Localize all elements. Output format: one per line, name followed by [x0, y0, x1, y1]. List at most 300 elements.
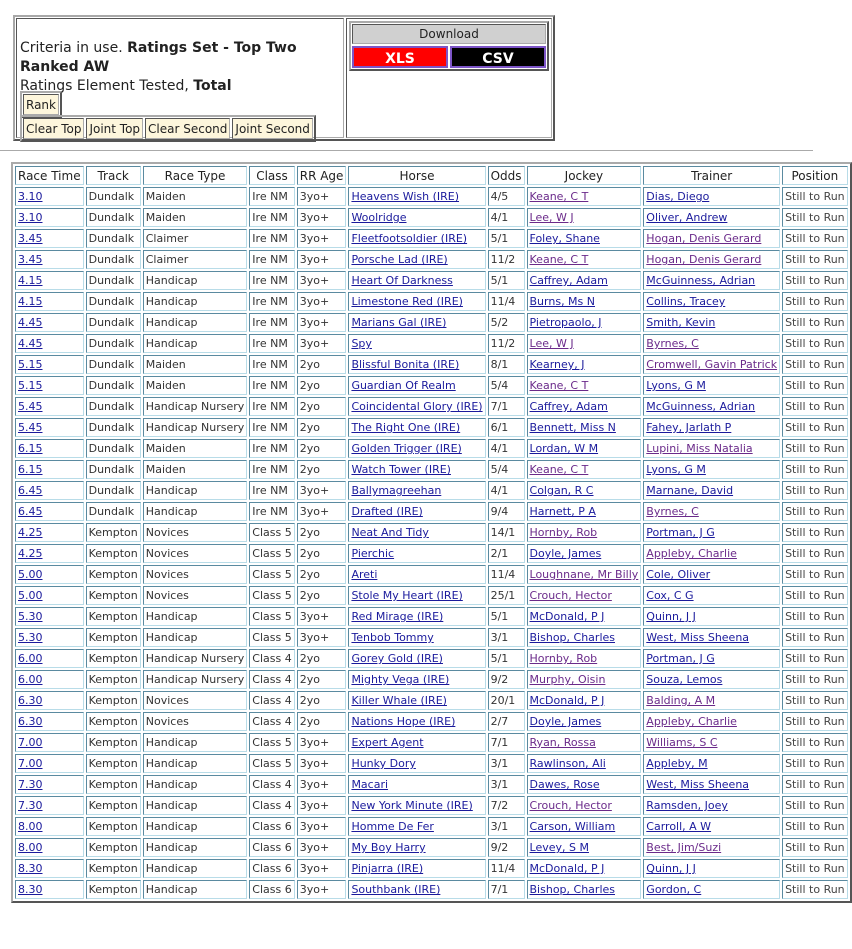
jockey-link[interactable]: Foley, Shane	[529, 232, 600, 245]
race-time-link[interactable]: 7.30	[18, 778, 43, 791]
trainer-link[interactable]: Oliver, Andrew	[646, 211, 728, 224]
joint-second-button[interactable]: Joint Second	[232, 118, 313, 139]
horse-cell	[348, 607, 485, 626]
track-cell: Dundalk	[86, 250, 141, 269]
horse-link[interactable]: The Right One (IRE)	[351, 421, 461, 434]
position-cell: Still to Run	[782, 187, 848, 206]
horse-link[interactable]: Golden Trigger (IRE)	[351, 442, 462, 455]
trainer-link[interactable]: Lyons, G M	[646, 463, 706, 476]
trainer-link[interactable]: Appleby, Charlie	[646, 547, 737, 560]
jockey-link[interactable]: McDonald, P J	[529, 610, 605, 623]
table-row	[15, 607, 848, 626]
track-cell: Dundalk	[86, 418, 141, 437]
position-cell: Still to Run	[782, 208, 848, 227]
race-time-link[interactable]: 5.00	[18, 589, 43, 602]
race-time-link[interactable]: 6.45	[18, 505, 43, 518]
position-cell: Still to Run	[782, 817, 848, 836]
horse-link[interactable]: Heart Of Darkness	[351, 274, 453, 287]
track-cell: Dundalk	[86, 187, 141, 206]
jockey-link[interactable]: Lordan, W M	[529, 442, 599, 455]
track-cell: Kempton	[86, 586, 141, 605]
horse-link[interactable]: Spy	[351, 337, 372, 350]
trainer-link[interactable]: McGuinness, Adrian	[646, 400, 756, 413]
race-time-link[interactable]: 4.25	[18, 526, 43, 539]
race-time-cell	[15, 418, 84, 437]
position-cell: Still to Run	[782, 670, 848, 689]
trainer-link[interactable]: Smith, Kevin	[646, 316, 716, 329]
race-time-cell	[15, 208, 84, 227]
position-cell: Still to Run	[782, 838, 848, 857]
race-time-link[interactable]: 8.00	[18, 841, 43, 854]
jockey-link[interactable]: Keane, C T	[529, 379, 589, 392]
race-type-cell: Maiden	[143, 460, 248, 479]
age-cell: 2yo	[297, 523, 347, 542]
position-cell: Still to Run	[782, 565, 848, 584]
trainer-link[interactable]: Balding, A M	[646, 694, 716, 707]
race-time-link[interactable]: 7.30	[18, 799, 43, 812]
download-title: Download	[352, 24, 546, 44]
track-cell: Dundalk	[86, 439, 141, 458]
race-type-cell: Handicap	[143, 817, 248, 836]
trainer-cell	[643, 796, 780, 815]
race-time-link[interactable]: 7.00	[18, 736, 43, 749]
horse-cell	[348, 712, 485, 731]
race-time-cell	[15, 796, 84, 815]
trainer-link[interactable]: Appleby, M	[646, 757, 708, 770]
table-row	[15, 859, 848, 878]
clear-second-button[interactable]: Clear Second	[145, 118, 230, 139]
trainer-link[interactable]: Portman, J G	[646, 526, 715, 539]
horse-link[interactable]: Heavens Wish (IRE)	[351, 190, 460, 203]
race-time-link[interactable]: 8.30	[18, 883, 43, 896]
horse-link[interactable]: Neat And Tidy	[351, 526, 429, 539]
horse-link[interactable]: Southbank (IRE)	[351, 883, 441, 896]
trainer-link[interactable]: Quinn, J J	[646, 862, 696, 875]
horse-cell	[348, 187, 485, 206]
trainer-link[interactable]: Appleby, Charlie	[646, 715, 737, 728]
jockey-link[interactable]: Hornby, Rob	[529, 526, 598, 539]
class-cell: Class 5	[249, 544, 294, 563]
class-cell: Class 4	[249, 691, 294, 710]
table-row	[15, 649, 848, 668]
trainer-cell	[643, 775, 780, 794]
odds-cell: 11/4	[488, 565, 525, 584]
track-cell: Kempton	[86, 628, 141, 647]
race-time-cell	[15, 187, 84, 206]
horse-cell	[348, 439, 485, 458]
horse-link[interactable]: New York Minute (IRE)	[351, 799, 473, 812]
age-cell: 3yo+	[297, 271, 347, 290]
jockey-cell	[527, 292, 642, 311]
race-time-link[interactable]: 4.45	[18, 316, 43, 329]
table-row	[15, 439, 848, 458]
jockey-cell	[527, 397, 642, 416]
horse-cell	[348, 523, 485, 542]
age-cell: 2yo	[297, 670, 347, 689]
jockey-link[interactable]: Kearney, J	[529, 358, 585, 371]
trainer-link[interactable]: Gordon, C	[646, 883, 702, 896]
table-row	[15, 775, 848, 794]
jockey-link[interactable]: Loughnane, Mr Billy	[529, 568, 639, 581]
jockey-link[interactable]: Lee, W J	[529, 211, 574, 224]
odds-cell: 7/2	[488, 796, 525, 815]
odds-cell: 5/4	[488, 460, 525, 479]
race-time-link[interactable]: 3.10	[18, 211, 43, 224]
jockey-cell	[527, 565, 642, 584]
horse-cell	[348, 565, 485, 584]
age-cell: 3yo+	[297, 880, 347, 899]
race-time-cell	[15, 502, 84, 521]
trainer-link[interactable]: Collins, Tracey	[646, 295, 726, 308]
jockey-link[interactable]: Keane, C T	[529, 463, 589, 476]
track-cell: Dundalk	[86, 502, 141, 521]
jockey-link[interactable]: Doyle, James	[529, 715, 602, 728]
race-time-link[interactable]: 7.00	[18, 757, 43, 770]
horse-cell	[348, 208, 485, 227]
trainer-link[interactable]: West, Miss Sheena	[646, 631, 750, 644]
position-cell: Still to Run	[782, 334, 848, 353]
trainer-link[interactable]: Byrnes, C	[646, 505, 699, 518]
trainer-link[interactable]: Best, Jim/Suzi	[646, 841, 722, 854]
race-type-cell: Maiden	[143, 187, 248, 206]
race-type-cell: Novices	[143, 691, 248, 710]
jockey-link[interactable]: Bishop, Charles	[529, 631, 615, 644]
horse-link[interactable]: Stole My Heart (IRE)	[351, 589, 463, 602]
odds-cell: 11/2	[488, 250, 525, 269]
trainer-link[interactable]: Williams, S C	[646, 736, 718, 749]
horse-link[interactable]: Mighty Vega (IRE)	[351, 673, 450, 686]
horse-link[interactable]: Macari	[351, 778, 389, 791]
position-cell: Still to Run	[782, 649, 848, 668]
jockey-link[interactable]: Crouch, Hector	[529, 799, 612, 812]
jockey-cell	[527, 796, 642, 815]
table-row	[15, 313, 848, 332]
track-cell: Dundalk	[86, 208, 141, 227]
jockey-link[interactable]: Pietropaolo, J	[529, 316, 602, 329]
odds-cell: 11/4	[488, 292, 525, 311]
jockey-link[interactable]: McDonald, P J	[529, 694, 605, 707]
race-type-cell: Handicap	[143, 607, 248, 626]
race-time-link[interactable]: 5.30	[18, 631, 43, 644]
position-cell: Still to Run	[782, 733, 848, 752]
horse-cell	[348, 376, 485, 395]
race-time-cell	[15, 544, 84, 563]
horse-link[interactable]: Homme De Fer	[351, 820, 434, 833]
table-row	[15, 187, 848, 206]
horse-link[interactable]: Fleetfootsoldier (IRE)	[351, 232, 468, 245]
race-time-link[interactable]: 3.45	[18, 232, 43, 245]
class-cell: Ire NM	[249, 313, 294, 332]
class-cell: Ire NM	[249, 292, 294, 311]
jockey-cell	[527, 355, 642, 374]
jockey-cell	[527, 208, 642, 227]
joint-top-button[interactable]: Joint Top	[86, 118, 143, 139]
jockey-cell	[527, 523, 642, 542]
download-panel	[349, 21, 549, 71]
race-time-cell	[15, 838, 84, 857]
horse-link[interactable]: Killer Whale (IRE)	[351, 694, 447, 707]
jockey-link[interactable]: Bishop, Charles	[529, 883, 615, 896]
jockey-link[interactable]: Caffrey, Adam	[529, 274, 608, 287]
horse-cell	[348, 754, 485, 773]
race-time-link[interactable]: 4.45	[18, 337, 43, 350]
trainer-cell	[643, 607, 780, 626]
table-row	[15, 460, 848, 479]
trainer-cell	[643, 754, 780, 773]
jockey-link[interactable]: Lee, W J	[529, 337, 574, 350]
trainer-cell	[643, 376, 780, 395]
odds-cell: 7/1	[488, 880, 525, 899]
trainer-link[interactable]: Cox, C G	[646, 589, 694, 602]
race-time-link[interactable]: 8.00	[18, 820, 43, 833]
race-time-link[interactable]: 8.30	[18, 862, 43, 875]
class-cell: Ire NM	[249, 208, 294, 227]
jockey-link[interactable]: Dawes, Rose	[529, 778, 600, 791]
age-cell: 3yo+	[297, 292, 347, 311]
class-cell: Ire NM	[249, 187, 294, 206]
class-cell: Class 4	[249, 796, 294, 815]
jockey-cell	[527, 418, 642, 437]
table-row	[15, 355, 848, 374]
race-time-link[interactable]: 6.15	[18, 463, 43, 476]
class-cell: Ire NM	[249, 250, 294, 269]
table-row	[15, 229, 848, 248]
odds-cell: 3/1	[488, 817, 525, 836]
jockey-link[interactable]: Rawlinson, Ali	[529, 757, 606, 770]
jockey-cell	[527, 250, 642, 269]
horse-cell	[348, 859, 485, 878]
race-time-link[interactable]: 4.25	[18, 547, 43, 560]
class-cell: Ire NM	[249, 481, 294, 500]
race-type-cell: Maiden	[143, 439, 248, 458]
horse-link[interactable]: Areti	[351, 568, 378, 581]
odds-cell: 7/1	[488, 733, 525, 752]
race-time-link[interactable]: 5.00	[18, 568, 43, 581]
criteria-panel	[13, 15, 555, 141]
race-time-link[interactable]: 6.00	[18, 673, 43, 686]
trainer-link[interactable]: Hogan, Denis Gerard	[646, 253, 762, 266]
horse-cell	[348, 733, 485, 752]
odds-cell: 20/1	[488, 691, 525, 710]
jockey-cell	[527, 313, 642, 332]
horse-link[interactable]: Pierchic	[351, 547, 395, 560]
position-cell: Still to Run	[782, 691, 848, 710]
jockey-link[interactable]: Harnett, P A	[529, 505, 596, 518]
jockey-cell	[527, 838, 642, 857]
horse-cell	[348, 250, 485, 269]
rank-button[interactable]: Rank	[23, 94, 59, 115]
trainer-cell	[643, 586, 780, 605]
table-row	[15, 586, 848, 605]
jockey-link[interactable]: Burns, Ms N	[529, 295, 596, 308]
race-time-cell	[15, 754, 84, 773]
age-cell: 3yo+	[297, 838, 347, 857]
class-cell: Ire NM	[249, 271, 294, 290]
header-position: Position	[782, 166, 848, 185]
class-cell: Ire NM	[249, 418, 294, 437]
race-time-link[interactable]: 5.45	[18, 421, 43, 434]
track-cell: Kempton	[86, 733, 141, 752]
position-cell: Still to Run	[782, 313, 848, 332]
odds-cell: 9/2	[488, 670, 525, 689]
trainer-link[interactable]: Souza, Lemos	[646, 673, 723, 686]
horse-cell	[348, 292, 485, 311]
jockey-link[interactable]: Doyle, James	[529, 547, 602, 560]
race-time-cell	[15, 523, 84, 542]
trainer-link[interactable]: Fahey, Jarlath P	[646, 421, 732, 434]
trainer-link[interactable]: Portman, J G	[646, 652, 715, 665]
race-time-link[interactable]: 5.15	[18, 379, 43, 392]
trainer-cell	[643, 628, 780, 647]
race-time-link[interactable]: 4.15	[18, 274, 43, 287]
header-trainer: Trainer	[643, 166, 780, 185]
trainer-link[interactable]: Marnane, David	[646, 484, 734, 497]
class-cell: Class 5	[249, 754, 294, 773]
horse-link[interactable]: Hunky Dory	[351, 757, 416, 770]
table-row	[15, 796, 848, 815]
table-row	[15, 691, 848, 710]
class-cell: Ire NM	[249, 502, 294, 521]
odds-cell: 25/1	[488, 586, 525, 605]
jockey-link[interactable]: Carson, William	[529, 820, 616, 833]
trainer-cell	[643, 481, 780, 500]
trainer-link[interactable]: Cromwell, Gavin Patrick	[646, 358, 778, 371]
horse-link[interactable]: Drafted (IRE)	[351, 505, 423, 518]
horse-link[interactable]: Pinjarra (IRE)	[351, 862, 424, 875]
race-time-link[interactable]: 5.30	[18, 610, 43, 623]
trainer-link[interactable]: West, Miss Sheena	[646, 778, 750, 791]
horse-link[interactable]: Guardian Of Realm	[351, 379, 456, 392]
download-xls-button[interactable]: XLS	[352, 46, 448, 68]
race-time-link[interactable]: 6.30	[18, 694, 43, 707]
jockey-link[interactable]: McDonald, P J	[529, 862, 605, 875]
class-cell: Class 4	[249, 712, 294, 731]
jockey-cell	[527, 649, 642, 668]
race-time-link[interactable]: 3.10	[18, 190, 43, 203]
horse-link[interactable]: Red Mirage (IRE)	[351, 610, 444, 623]
clear-top-button[interactable]: Clear Top	[23, 118, 84, 139]
horse-link[interactable]: Gorey Gold (IRE)	[351, 652, 443, 665]
race-time-link[interactable]: 4.15	[18, 295, 43, 308]
horse-link[interactable]: Marians Gal (IRE)	[351, 316, 447, 329]
race-time-link[interactable]: 6.00	[18, 652, 43, 665]
position-cell: Still to Run	[782, 775, 848, 794]
position-cell: Still to Run	[782, 355, 848, 374]
position-cell: Still to Run	[782, 712, 848, 731]
trainer-link[interactable]: Dias, Diego	[646, 190, 710, 203]
race-time-cell	[15, 355, 84, 374]
jockey-cell	[527, 460, 642, 479]
race-type-cell: Novices	[143, 586, 248, 605]
age-cell: 2yo	[297, 460, 347, 479]
race-time-link[interactable]: 5.15	[18, 358, 43, 371]
jockey-link[interactable]: Keane, C T	[529, 190, 589, 203]
race-type-cell: Handicap	[143, 502, 248, 521]
jockey-link[interactable]: Colgan, R C	[529, 484, 594, 497]
horse-link[interactable]: Limestone Red (IRE)	[351, 295, 463, 308]
horse-link[interactable]: Expert Agent	[351, 736, 424, 749]
jockey-link[interactable]: Murphy, Oisin	[529, 673, 606, 686]
track-cell: Dundalk	[86, 334, 141, 353]
horse-link[interactable]: Blissful Bonita (IRE)	[351, 358, 460, 371]
trainer-cell	[643, 397, 780, 416]
trainer-link[interactable]: Cole, Oliver	[646, 568, 711, 581]
trainer-link[interactable]: Ramsden, Joey	[646, 799, 728, 812]
age-cell: 3yo+	[297, 775, 347, 794]
race-type-cell: Handicap	[143, 733, 248, 752]
race-type-cell: Handicap	[143, 796, 248, 815]
race-time-link[interactable]: 6.30	[18, 715, 43, 728]
class-cell: Ire NM	[249, 376, 294, 395]
race-time-link[interactable]: 3.45	[18, 253, 43, 266]
download-csv-button[interactable]: CSV	[450, 46, 546, 68]
horse-link[interactable]: My Boy Harry	[351, 841, 426, 854]
odds-cell: 8/1	[488, 355, 525, 374]
jockey-link[interactable]: Levey, S M	[529, 841, 589, 854]
race-time-link[interactable]: 6.15	[18, 442, 43, 455]
trainer-link[interactable]: Hogan, Denis Gerard	[646, 232, 762, 245]
horse-link[interactable]: Coincidental Glory (IRE)	[351, 400, 483, 413]
jockey-link[interactable]: Bennett, Miss N	[529, 421, 616, 434]
horse-link[interactable]: Woolridge	[351, 211, 407, 224]
odds-cell: 14/1	[488, 523, 525, 542]
trainer-cell	[643, 544, 780, 563]
position-cell: Still to Run	[782, 607, 848, 626]
trainer-link[interactable]: Quinn, J J	[646, 610, 696, 623]
trainer-link[interactable]: Lupini, Miss Natalia	[646, 442, 753, 455]
position-cell: Still to Run	[782, 859, 848, 878]
race-type-cell: Handicap Nursery	[143, 649, 248, 668]
trainer-link[interactable]: McGuinness, Adrian	[646, 274, 756, 287]
header-horse: Horse	[348, 166, 485, 185]
horse-link[interactable]: Watch Tower (IRE)	[351, 463, 451, 476]
age-cell: 2yo	[297, 712, 347, 731]
trainer-link[interactable]: Lyons, G M	[646, 379, 706, 392]
jockey-link[interactable]: Hornby, Rob	[529, 652, 598, 665]
position-cell: Still to Run	[782, 586, 848, 605]
jockey-link[interactable]: Crouch, Hector	[529, 589, 612, 602]
race-time-link[interactable]: 6.45	[18, 484, 43, 497]
trainer-link[interactable]: Byrnes, C	[646, 337, 699, 350]
horse-link[interactable]: Porsche Lad (IRE)	[351, 253, 448, 266]
jockey-link[interactable]: Caffrey, Adam	[529, 400, 608, 413]
horse-link[interactable]: Tenbob Tommy	[351, 631, 434, 644]
horse-cell	[348, 796, 485, 815]
race-time-link[interactable]: 5.45	[18, 400, 43, 413]
horse-link[interactable]: Nations Hope (IRE)	[351, 715, 456, 728]
table-row	[15, 733, 848, 752]
odds-cell: 6/1	[488, 418, 525, 437]
table-row	[15, 670, 848, 689]
horse-link[interactable]: Ballymagreehan	[351, 484, 442, 497]
race-time-cell	[15, 313, 84, 332]
track-cell: Dundalk	[86, 271, 141, 290]
race-time-cell	[15, 859, 84, 878]
race-time-cell	[15, 565, 84, 584]
jockey-link[interactable]: Ryan, Rossa	[529, 736, 596, 749]
odds-cell: 7/1	[488, 397, 525, 416]
trainer-link[interactable]: Carroll, A W	[646, 820, 712, 833]
race-type-cell: Novices	[143, 712, 248, 731]
track-cell: Kempton	[86, 712, 141, 731]
race-type-cell: Maiden	[143, 376, 248, 395]
position-cell: Still to Run	[782, 544, 848, 563]
race-type-cell: Handicap	[143, 628, 248, 647]
odds-cell: 3/1	[488, 775, 525, 794]
age-cell: 2yo	[297, 586, 347, 605]
jockey-link[interactable]: Keane, C T	[529, 253, 589, 266]
race-time-cell	[15, 376, 84, 395]
